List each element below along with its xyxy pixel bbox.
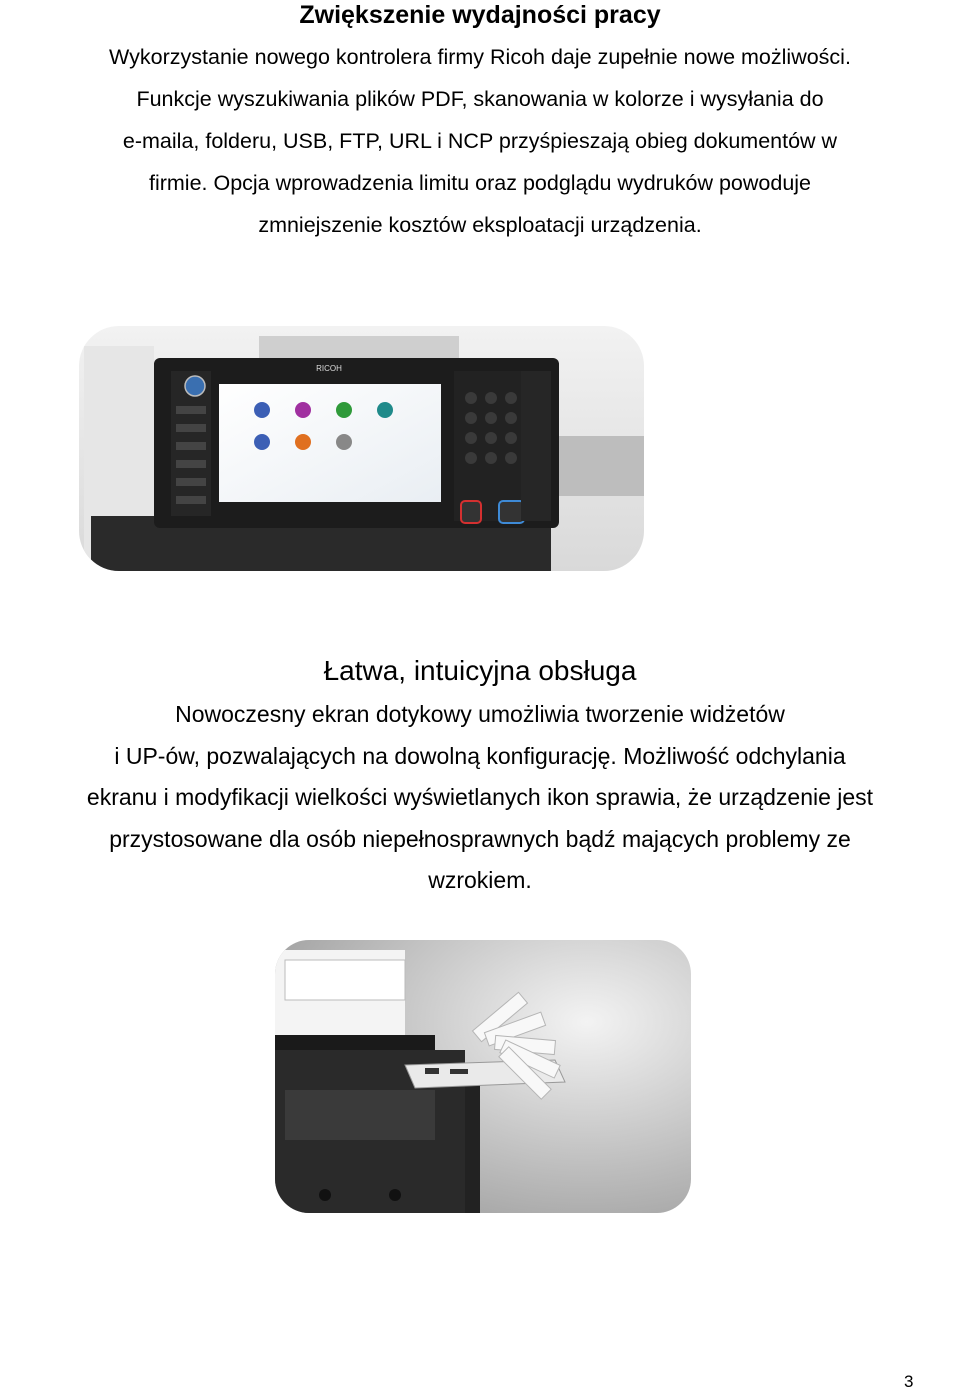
section-usability <box>0 650 960 902</box>
paragraph-line: i UP-ów, pozwalających na dowolną konfigurację. Możliwość odchylania <box>114 742 846 769</box>
paragraph-line: ekranu i modyfikacji wielkości wyświetlanych ikon sprawia, że urządzenie jest <box>86 784 874 810</box>
tilting-panel-photo <box>275 940 691 1213</box>
paragraph-line: Wykorzystanie nowego kontrolera firmy Ricoh daje zupełnie nowe możliwości. <box>109 45 851 69</box>
section-title-usability: Łatwa, intuicyjna obsługa <box>323 655 637 686</box>
paragraph-line: Nowoczesny ekran dotykowy umożliwia tworzenie widżetów <box>175 701 785 727</box>
section-efficiency <box>0 0 960 246</box>
section-title-efficiency: Zwiększenie wydajności pracy <box>299 1 661 29</box>
paragraph-line: Funkcje wyszukiwania plików PDF, skanowania w kolorze i wysyłania do <box>136 87 824 111</box>
control-panel-photo <box>79 326 644 571</box>
paragraph-line: przystosowane dla osób niepełnosprawnych bądź mających problemy ze <box>109 825 851 852</box>
paragraph-usability <box>0 694 960 902</box>
tilting-panel-illustration <box>275 940 691 1213</box>
ricoh-logo: RICOH <box>316 364 342 373</box>
paragraph-line: zmniejszenie kosztów eksploatacji urządzenia. <box>258 213 702 237</box>
paragraph-line: firmie. Opcja wprowadzenia limitu oraz podglądu wydruków powoduje <box>148 171 812 195</box>
paragraph-efficiency <box>0 36 960 246</box>
page-number: 3 <box>904 1372 914 1391</box>
paragraph-line: wzrokiem. <box>428 867 532 893</box>
paragraph-line: e-maila, folderu, USB, FTP, URL i NCP przyśpieszają obieg dokumentów w <box>122 129 838 153</box>
control-panel-illustration <box>79 326 644 571</box>
